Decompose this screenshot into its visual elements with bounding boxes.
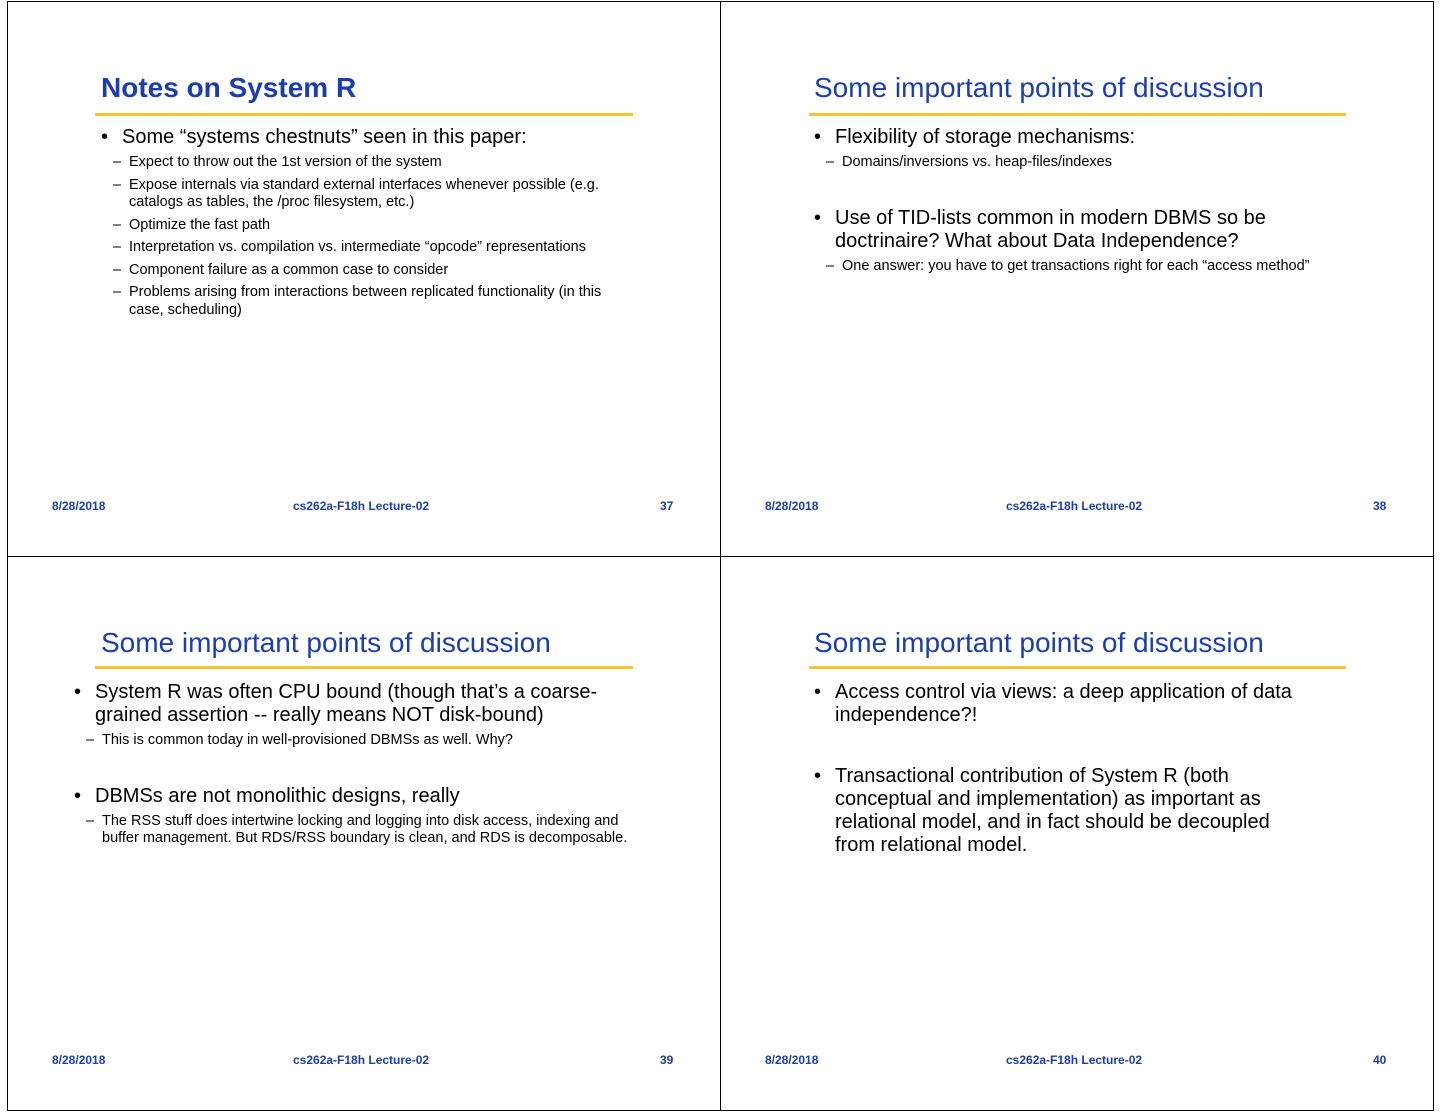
slide-body	[814, 126, 1324, 275]
dash-icon: –	[113, 261, 122, 278]
footer-date: 8/28/2018	[52, 1053, 106, 1067]
title-underline	[809, 666, 1346, 669]
sub-bullet-item	[101, 262, 631, 280]
dash-icon: –	[113, 176, 122, 193]
slide-title: Notes on System R	[101, 72, 357, 103]
slide-38	[721, 2, 1433, 556]
dash-icon: –	[113, 216, 122, 233]
footer-course: cs262a-F18h Lecture-02	[293, 499, 430, 513]
bullet-icon: •	[101, 126, 109, 148]
bullet-item	[814, 126, 1324, 149]
bullet-text: System R was often CPU bound (though that’s a coarse-grained assertion -- really means NOT disk-bound)	[95, 681, 598, 726]
dash-icon: –	[113, 284, 122, 300]
sub-bullet-item	[101, 239, 631, 257]
bullet-text: Transactional contribution of System R (both conceptual and implementation) as important as relational model, and in fact should be decoupled from relational model.	[835, 765, 1270, 856]
dash-icon: –	[826, 154, 835, 170]
sub-bullet-text: Interpretation vs. compilation vs. intermediate “opcode” representations	[129, 239, 586, 255]
sub-bullet-text: Optimize the fast path	[129, 216, 271, 233]
dash-icon: –	[826, 257, 835, 274]
dash-icon: –	[113, 154, 122, 170]
footer-date: 8/28/2018	[52, 499, 106, 513]
slide-body	[74, 681, 634, 848]
bullet-text: Some “systems chestnuts” seen in this paper:	[122, 126, 527, 148]
bullet-text: Access control via views: a deep application of data independence?!	[835, 681, 1292, 726]
dash-icon: –	[113, 239, 122, 255]
bullet-icon: •	[814, 206, 822, 229]
bullet-icon: •	[814, 126, 822, 148]
sub-bullet-text: Expose internals via standard external interfaces whenever possible (e.g. catalogs as tables, the /proc filesystem, etc.)	[129, 176, 599, 210]
sub-bullet-text: The RSS stuff does intertwine locking and logging into disk access, indexing and buffer management. But RDS/RSS boundary is clean, and RDS is decomposable.	[102, 812, 628, 846]
bullet-item	[74, 681, 634, 727]
footer-course: cs262a-F18h Lecture-02	[293, 1053, 430, 1067]
footer-page-number: 39	[660, 1053, 674, 1067]
footer-course: cs262a-F18h Lecture-02	[1006, 1053, 1143, 1067]
footer-page-number: 38	[1373, 499, 1387, 513]
bullet-icon: •	[814, 765, 822, 787]
slide-37	[8, 2, 720, 556]
sub-bullet-text: Domains/inversions vs. heap-files/indexes	[842, 154, 1112, 170]
bullet-text: Flexibility of storage mechanisms:	[835, 126, 1136, 148]
sub-bullet-item	[74, 813, 634, 848]
slide-title: Some important points of discussion	[814, 627, 1264, 658]
slide-title: Some important points of discussion	[814, 72, 1264, 103]
sub-bullet-item	[101, 217, 631, 235]
sub-bullet-text: Expect to throw out the 1st version of the system	[129, 154, 442, 170]
title-underline	[809, 113, 1346, 116]
bullet-icon: •	[74, 784, 82, 807]
slide-body	[101, 126, 631, 319]
bullet-item	[814, 207, 1324, 253]
bullet-text: DBMSs are not monolithic designs, really	[95, 784, 460, 807]
footer-page-number: 40	[1373, 1053, 1387, 1067]
bullet-icon: •	[814, 681, 822, 703]
footer-date: 8/28/2018	[765, 1053, 819, 1067]
slide-body	[814, 681, 1314, 857]
footer-date: 8/28/2018	[765, 499, 819, 513]
bullet-item	[74, 785, 634, 808]
dash-icon: –	[86, 732, 95, 748]
dash-icon: –	[86, 812, 95, 829]
title-underline	[95, 113, 633, 116]
sub-bullet-item	[814, 154, 1324, 172]
bullet-item	[814, 681, 1314, 727]
slide-40	[721, 557, 1433, 1111]
sub-bullet-item	[101, 177, 631, 212]
footer-course: cs262a-F18h Lecture-02	[1006, 499, 1143, 513]
sub-bullet-text: This is common today in well-provisioned DBMSs as well. Why?	[102, 732, 513, 748]
sub-bullet-item	[814, 258, 1324, 276]
sub-bullet-item	[74, 732, 634, 750]
bullet-item	[814, 765, 1314, 857]
slide-title: Some important points of discussion	[101, 627, 551, 658]
sub-bullet-text: Component failure as a common case to consider	[129, 261, 449, 278]
sub-bullet-item	[101, 284, 631, 319]
bullet-icon: •	[74, 681, 82, 703]
bullet-item	[101, 126, 631, 149]
footer-page-number: 37	[660, 499, 674, 513]
bullet-text: Use of TID-lists common in modern DBMS so be doctrinaire? What about Data Independence?	[835, 206, 1266, 252]
sub-bullet-text: One answer: you have to get transactions right for each “access method”	[842, 257, 1310, 274]
title-underline	[95, 666, 633, 669]
sub-bullet-text: Problems arising from interactions between replicated functionality (in this case, scheduling)	[129, 284, 602, 318]
sub-bullet-item	[101, 154, 631, 172]
slide-39	[8, 557, 720, 1111]
